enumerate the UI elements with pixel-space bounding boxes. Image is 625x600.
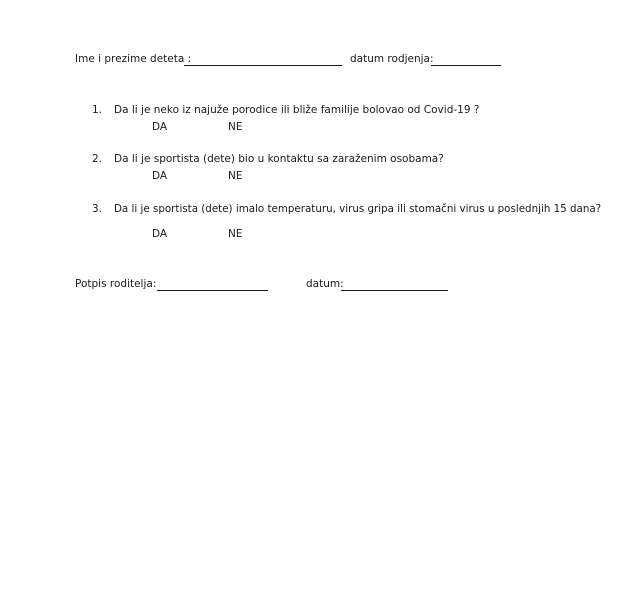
question-3-no-option[interactable]: NE (228, 228, 243, 240)
parent-signature-field[interactable] (157, 290, 268, 291)
question-3-text: Da li je sportista (dete) imalo temperaturu, virus gripa ili stomačni virus u poslednjih 15 dana? (114, 203, 602, 215)
question-2-text: Da li je sportista (dete) bio u kontaktu sa zaraženim osobama? (114, 153, 444, 165)
question-1-number: 1. (91, 104, 102, 116)
child-name-field[interactable] (184, 65, 342, 66)
question-3-number: 3. (91, 203, 102, 215)
question-2-no-option[interactable]: NE (228, 170, 243, 182)
child-name-label: Ime i prezime deteta : (75, 53, 192, 65)
signature-date-label: datum: (306, 278, 344, 290)
question-3-yes-option[interactable]: DA (152, 228, 168, 240)
signature-date-field[interactable] (341, 290, 448, 291)
question-2-yes-option[interactable]: DA (152, 170, 168, 182)
question-1-text: Da li je neko iz najuže porodice ili bliže familije bolovao od Covid-19 ? (114, 104, 480, 116)
question-2-number: 2. (91, 153, 102, 165)
question-1-yes-option[interactable]: DA (152, 121, 168, 133)
question-1-no-option[interactable]: NE (228, 121, 243, 133)
date-of-birth-label: datum rodjenja: (350, 53, 434, 65)
date-of-birth-field[interactable] (431, 65, 501, 66)
parent-signature-label: Potpis roditelja: (75, 278, 157, 290)
